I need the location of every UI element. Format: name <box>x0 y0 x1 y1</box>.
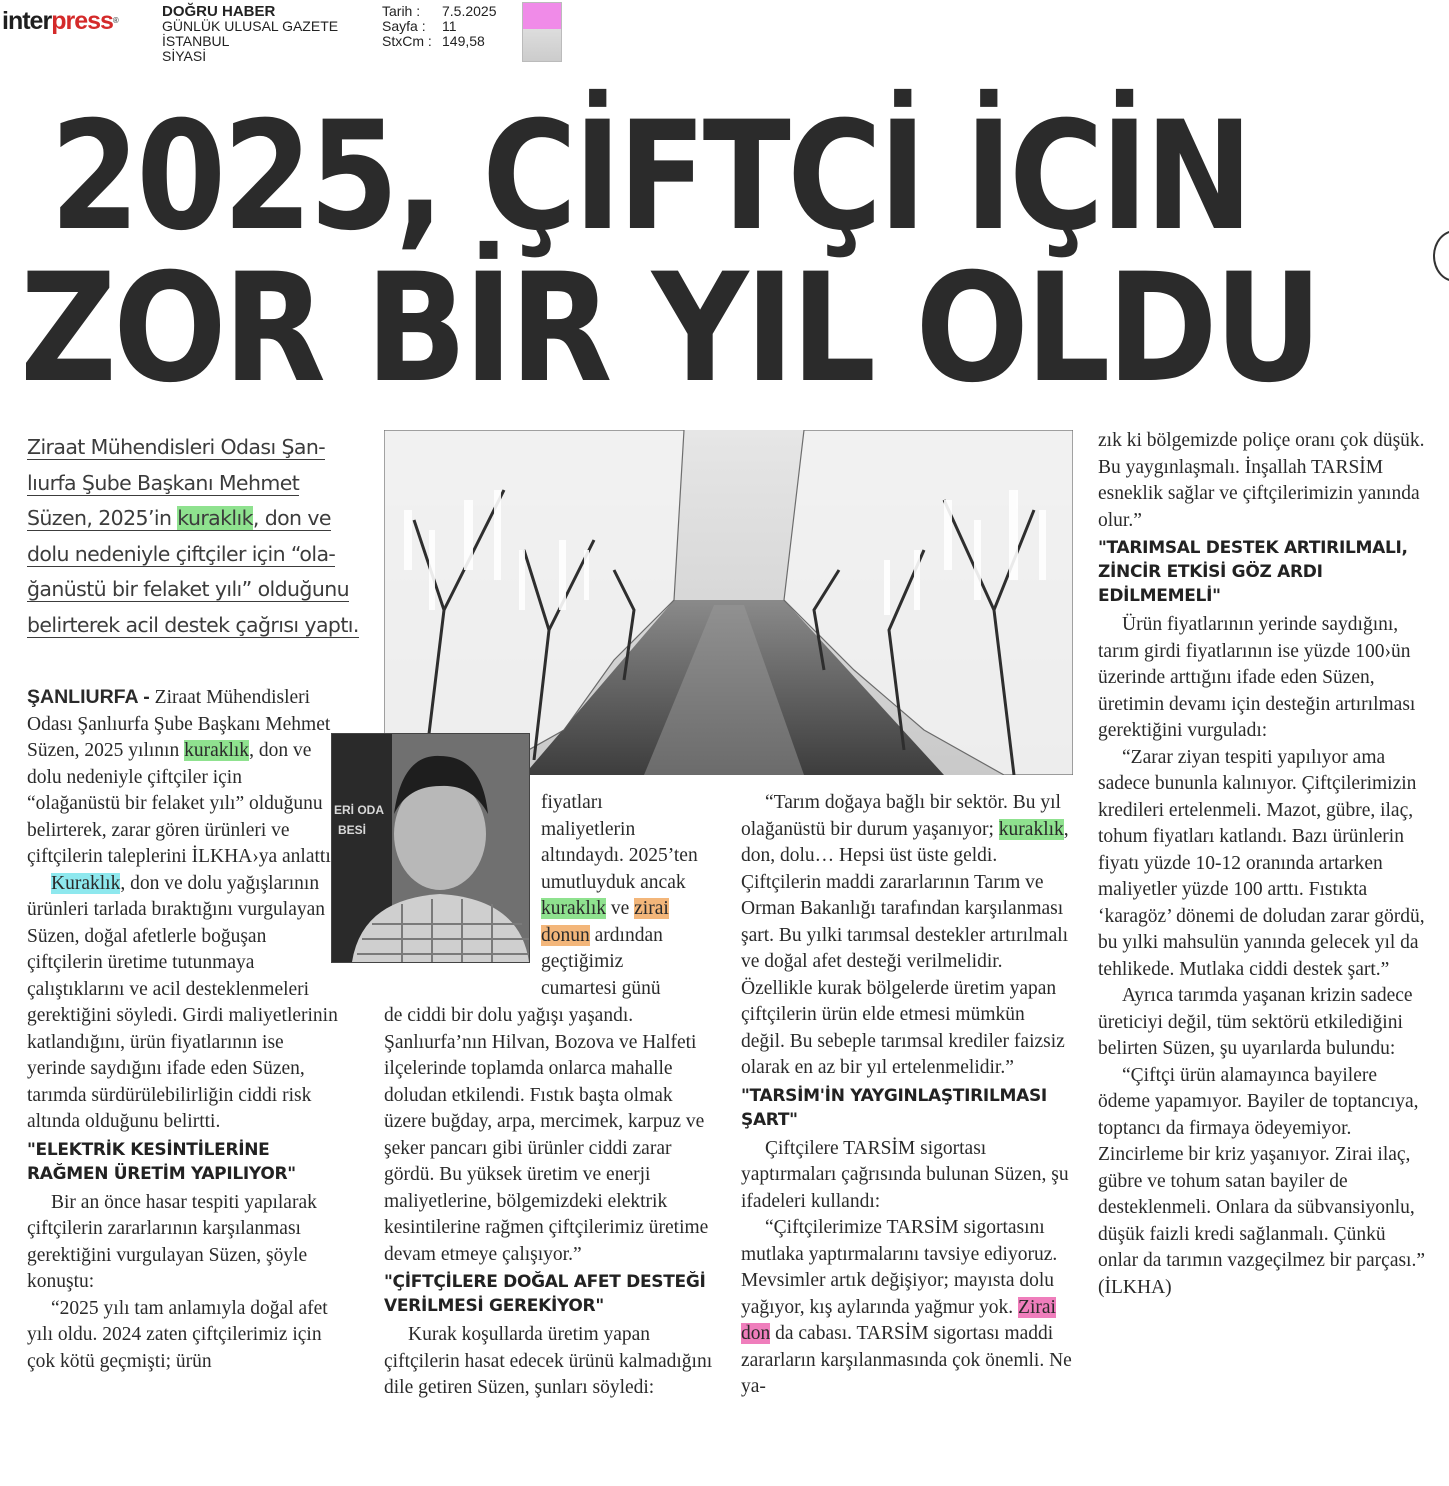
subhead-elektrik: "ELEKTRİK KESİNTİLERİNE RAĞMEN ÜRETİM YAPILIYOR" <box>27 1139 296 1184</box>
edge-circle-mark <box>1433 230 1449 282</box>
col1-para-4: “2025 yılı tam anlamıyla doğal afet yılı oldu. 2024 zaten çiftçilerimiz için çok kötü geçmişti; ürün <box>27 1297 328 1372</box>
publication-city: İSTANBUL <box>162 33 230 49</box>
page-value: 11 <box>442 18 457 34</box>
col3-para-2: Çiftçilere TARSİM sigortası yaptırmaları çağrısında bulunan Süzen, şu ifadeleri kullandı: <box>741 1137 1069 1212</box>
stxcm-label: StxCm : <box>382 33 432 49</box>
subhead-tarsim: "TARSİM'İN YAYGINLAŞTIRILMASI ŞART" <box>741 1085 1047 1130</box>
date-value: 7.5.2025 <box>442 3 497 19</box>
clipping-meta <box>382 4 497 49</box>
lead-paragraph: Ziraat Mühendisleri Odası Şan- lıurfa Şube Başkanı Mehmet Süzen, 2025’in kuraklık, don ve dolu nedeniyle çiftçiler için “ola- ğanüstü bir felaket yılı” olduğunu belirterek acil destek çağrısı yaptı. <box>27 435 359 637</box>
page-thumbnail[interactable] <box>522 2 562 62</box>
column-4 <box>1098 428 1428 1301</box>
col2-para-1: fiyatları maliyetlerin altındaydı. 2025’ten umutluyduk ancak kuraklık ve zirai donun ardından geçtiğimiz cumartesi günü <box>541 792 698 999</box>
col1-para-1: ŞANLIURFA - Ziraat Mühendisleri Odası Şanlıurfa Şube Başkanı Mehmet Süzen, 2025 yılının kuraklık, don ve dolu nedeniyle çiftçiler için “olağanüstü bir felaket yılı” olduğunu belirterek, zarar gören ürünleri ve çiftçilerin taleplerini İLKHA›ya anlattı. <box>27 686 336 867</box>
publication-section: SİYASİ <box>162 48 207 64</box>
col3-para-1: “Tarım doğaya bağlı bir sektör. Bu yıl olağanüstü bir durum yaşanıyor; kuraklık, don, dolu… Hepsi üst üste geldi. Çiftçilerin maddi zararlarının Tarım ve Orman Bakanlığı tarafından karşılanması şart. Bu yılki tarımsal destekler artırılmalı ve doğal afet desteği verilmelidir. Özellikle kurak bölgelerde üretim yapan çiftçilerin ürün elde etmesi mümkün değil. Bu sebeple tarımsal krediler faizsiz olarak en az bir yıl ertelenmelidir.” <box>741 792 1069 1078</box>
col1-para-2: Kuraklık, don ve dolu yağışlarının ürünleri tarlada bıraktığını vurgulayan Süzen, doğal afetlerle boğuşan çiftçilerin üretime tutunmaya çalıştıklarını ve acil desteklenmeleri gerektiğini söyledi. Girdi maliyetlerinin katlandığını, ürün fiyatlarının ise yerinde saydığını ifade eden Süzen, tarımda sürdürülebilirliğin ciddi risk altında olduğunu belirtti. <box>27 872 338 1132</box>
interpress-logo: interpress® <box>2 7 118 35</box>
column-3 <box>741 790 1073 1401</box>
publication-info <box>162 4 338 64</box>
mehmet-suzen-portrait <box>331 733 530 963</box>
col1-para-3: Bir an önce hasar tespiti yapılarak çiftçilerin zararlarının karşılanması gerektiğini vurgulayan Süzen, şöyle konuştu: <box>27 1191 317 1292</box>
headline-line-1: 2025, ÇİFTÇİ İÇİN <box>50 90 1250 264</box>
col2-para-3: Kurak koşullarda üretim yapan çiftçilerin hasat edecek ürünü kalmadığını dile getiren Süzen, şunları söyledi: <box>384 1324 713 1398</box>
col4-para-3: “Zarar ziyan tespiti yapılıyor ama sadece bununla kalınıyor. Çiftçilerimizin kredileri ertelenmeli. Mazot, gübre, ilaç, tohum fiyatları katlandı. Bazı ürünlerin fiyatı yüzde 10-12 oranında artarken maliyetler yüzde 100 arttı. Fıstıkta ‘karagöz’ dönemi de doludan zarar gördü, bu yılki mahsulün yanında gelecek yıl da tehlikede. Mutlaka ciddi destek şart.” <box>1098 746 1425 980</box>
orchard-photo-svg <box>384 430 1073 775</box>
stxcm-value: 149,58 <box>442 33 485 49</box>
col2-para-2: de ciddi bir dolu yağışı yaşandı. Şanlıurfa’nın Hilvan, Bozova ve Halfeti ilçelerinde toplamda onlarca mahalle doludan etkilendi. Fıstık başta olmak üzere buğday, arpa, mercimek, karpuz ve şeker pancarı gibi ürünler ciddi zarar gördü. Bu yüksek üretim ve enerji maliyetlerine, bölgemizdeki elektrik kesintilerine rağmen çiftçilerimiz üretime devam etmeye çalışıyor.” <box>384 1005 709 1265</box>
col4-para-4: Ayrıca tarımda yaşanan krizin sadece üreticiyi değil, tüm sektörü etkilediğini belirten Süzen, şu uyarılarda bulundu: <box>1098 985 1413 1059</box>
publication-name: DOĞRU HABER <box>162 3 276 20</box>
subhead-tarimsal-destek: "TARIMSAL DESTEK ARTIRILMALI, ZİNCİR ETKİSİ GÖZ ARDI EDİLMEMELİ" <box>1098 538 1408 606</box>
date-label: Tarih : <box>382 3 421 19</box>
headline-line-2: ZOR BİR YIL OLDU <box>20 242 1319 416</box>
col3-para-3: “Çiftçilerimize TARSİM sigortasını mutlaka yaptırmalarını tavsiye ediyoruz. Mevsimler artık değişiyor; mayısta dolu yağıyor, kış aylarında yağmur yok. Zirai don da cabası. TARSİM sigortası maddi zararların karşılanmasında çok önemli. Ne ya- <box>741 1217 1072 1397</box>
col4-para-2: Ürün fiyatlarının yerinde saydığını, tarım girdi fiyatlarının ise yüzde 100›ün üzerinde arttığını ifade eden Süzen, üretimin devamı için desteğin artırılması gerektiğini vurguladı: <box>1098 614 1416 741</box>
column-2 <box>384 1003 714 1402</box>
svg-text:ERİ ODA: ERİ ODA <box>334 803 385 817</box>
column-1 <box>27 684 339 1375</box>
subhead-dogal-afet: "ÇİFTÇİLERE DOĞAL AFET DESTEĞİ VERİLMESİ GEREKİYOR" <box>384 1272 706 1316</box>
portrait-svg <box>332 734 529 962</box>
col4-para-1: zık ki bölgemizde poliçe oranı çok düşük. Bu yaygınlaşmalı. İnşallah TARSİM esneklik sağlar ve çiftçilerimizin yanında olur.” <box>1098 430 1425 531</box>
col4-para-5: “Çiftçi ürün alamayınca bayilere ödeme yapamıyor. Bayiler de toptancıya, toptancı da firmaya ödeyemiyor. Zincirleme bir kriz yaşanıyor. Zirai ilaç, gübre ve tohum satan bayiler de desteklenmeli. Onlara da sübvansiyonlu, düşük faizli kredi sağlanmalı. Çünkü onlar da tarımın vazgeçilmez bir parçası.” (İLKHA) <box>1098 1064 1426 1298</box>
svg-text:BESİ: BESİ <box>338 823 367 837</box>
orchard-frost-photo <box>384 430 1073 775</box>
publication-type: GÜNLÜK ULUSAL GAZETE <box>162 18 339 34</box>
page-label: Sayfa : <box>382 18 426 34</box>
column-2-top <box>541 790 701 1002</box>
